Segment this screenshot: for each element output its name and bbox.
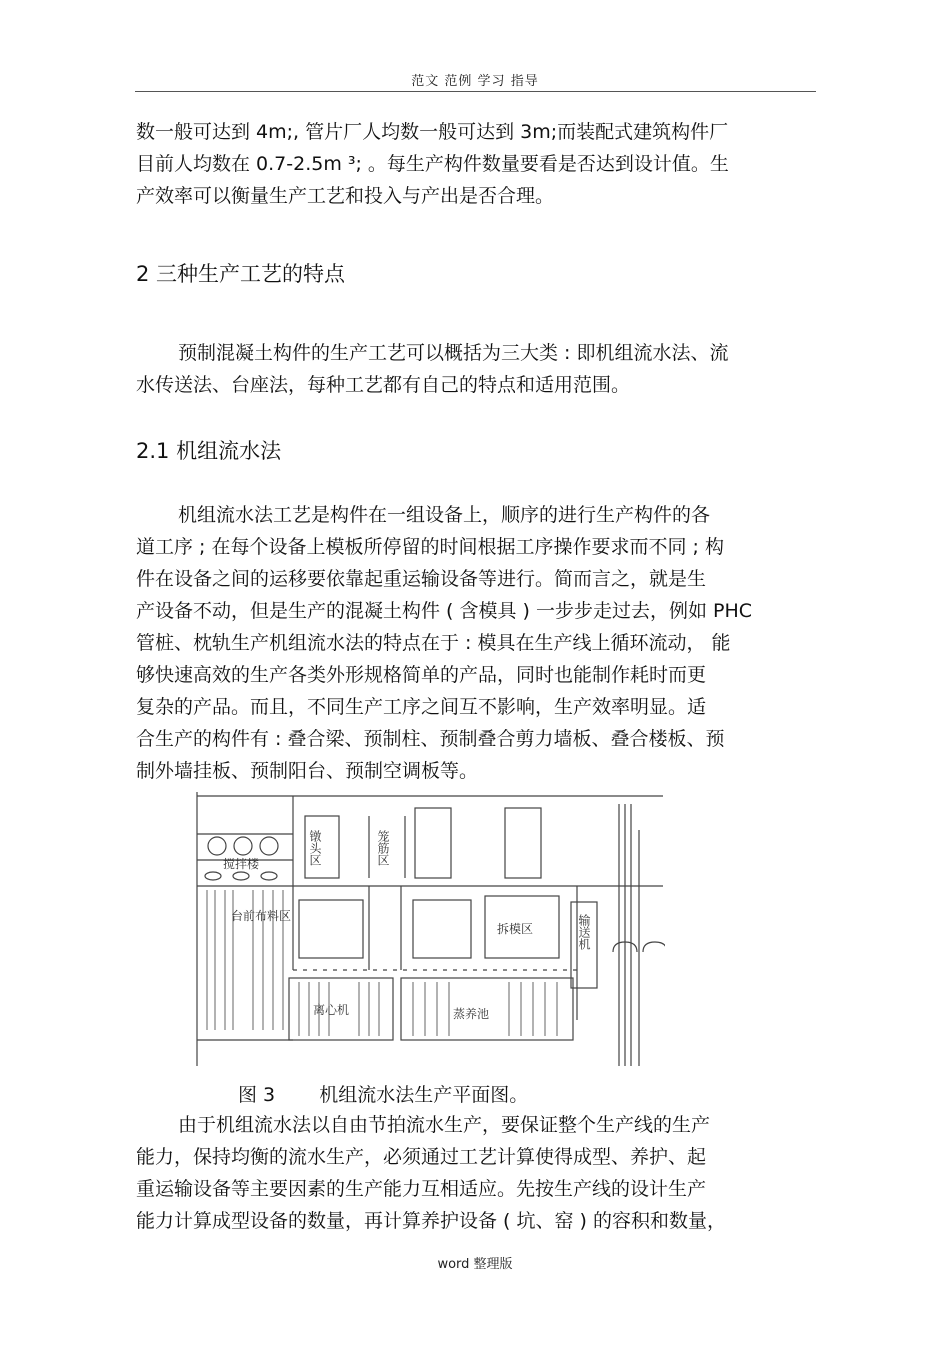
floor-plan-drawing <box>193 790 665 1066</box>
text-line: 复杂的产品。而且，不同生产工序之间互不影响，生产效率明显。适 <box>136 696 707 718</box>
label-curing-pool: 蒸养池 <box>453 1007 490 1021</box>
after-figure-paragraph <box>136 1109 816 1237</box>
label-cage: 笼筋区 <box>376 830 390 866</box>
header-divider <box>135 91 816 92</box>
label-front-feed: 台前布料区 <box>231 909 292 923</box>
text-line: 由于机组流水法以自由节拍流水生产，要保证整个生产线的生产 <box>178 1114 711 1136</box>
text-line: 目前人均数在 0.7-2.5m ³; 。每生产构件数量要看是否达到设计值。生 <box>136 153 729 175</box>
section2-paragraph <box>136 337 816 401</box>
label-upsetting: 镦头区 <box>308 830 322 866</box>
text-line: 水传送法、台座法，每种工艺都有自己的特点和适用范围。 <box>136 374 631 396</box>
label-conveyor: 输送机 <box>577 914 591 950</box>
label-demold: 拆模区 <box>497 922 534 936</box>
text-line: 件在设备之间的运移要依靠起重运输设备等进行。简而言之，就是生 <box>136 568 707 590</box>
text-line: 产效率可以衡量生产工艺和投入与产出是否合理。 <box>136 185 555 207</box>
page-header: 范文 范例 学习 指导 <box>411 74 539 89</box>
text-line: 数一般可达到 4m;, 管片厂人均数一般可达到 3m;而装配式建筑构件厂 <box>136 121 729 143</box>
page-footer: word 整理版 <box>437 1257 513 1272</box>
text-line: 产设备不动，但是生产的混凝土构件 ( 含模具 ) 一步步走过去，例如 PHC <box>136 600 753 622</box>
figure-number: 图 3 <box>238 1084 276 1106</box>
floor-plan-figure <box>193 790 665 1066</box>
figure-caption <box>238 1080 528 1107</box>
text-line: 制外墙挂板、预制阳台、预制空调板等。 <box>136 760 479 782</box>
text-line: 管桩、枕轨生产机组流水法的特点在于 : 模具在生产线上循环流动， 能 <box>136 632 731 654</box>
text-line: 重运输设备等主要因素的生产能力互相适应。先按生产线的设计生产 <box>136 1178 707 1200</box>
figure-caption-text: 机组流水法生产平面图。 <box>319 1084 529 1106</box>
text-line: 合生产的构件有 : 叠合梁、预制柱、预制叠合剪力墙板、叠合楼板、预 <box>136 728 725 750</box>
section-heading-2: 2 三种生产工艺的特点 <box>136 262 346 286</box>
text-line: 够快速高效的生产各类外形规格简单的产品，同时也能制作耗时而更 <box>136 664 707 686</box>
text-line: 预制混凝土构件的生产工艺可以概括为三大类 : 即机组流水法、流 <box>178 342 729 364</box>
text-line: 道工序 ; 在每个设备上模板所停留的时间根据工序操作要求而不同 ; 构 <box>136 536 724 558</box>
intro-paragraph <box>136 116 816 212</box>
text-line: 能力计算成型设备的数量，再计算养护设备 ( 坑、窑 ) 的容积和数量， <box>136 1210 726 1232</box>
text-line: 能力，保持均衡的流水生产，必须通过工艺计算使得成型、养护、起 <box>136 1146 707 1168</box>
text-line: 机组流水法工艺是构件在一组设备上，顺序的进行生产构件的各 <box>178 504 711 526</box>
section21-paragraph <box>136 499 816 787</box>
section-heading-2-1: 2.1 机组流水法 <box>136 439 282 463</box>
label-stirrer: 搅拌楼 <box>223 857 260 871</box>
label-centrifuge: 离心机 <box>313 1003 350 1017</box>
